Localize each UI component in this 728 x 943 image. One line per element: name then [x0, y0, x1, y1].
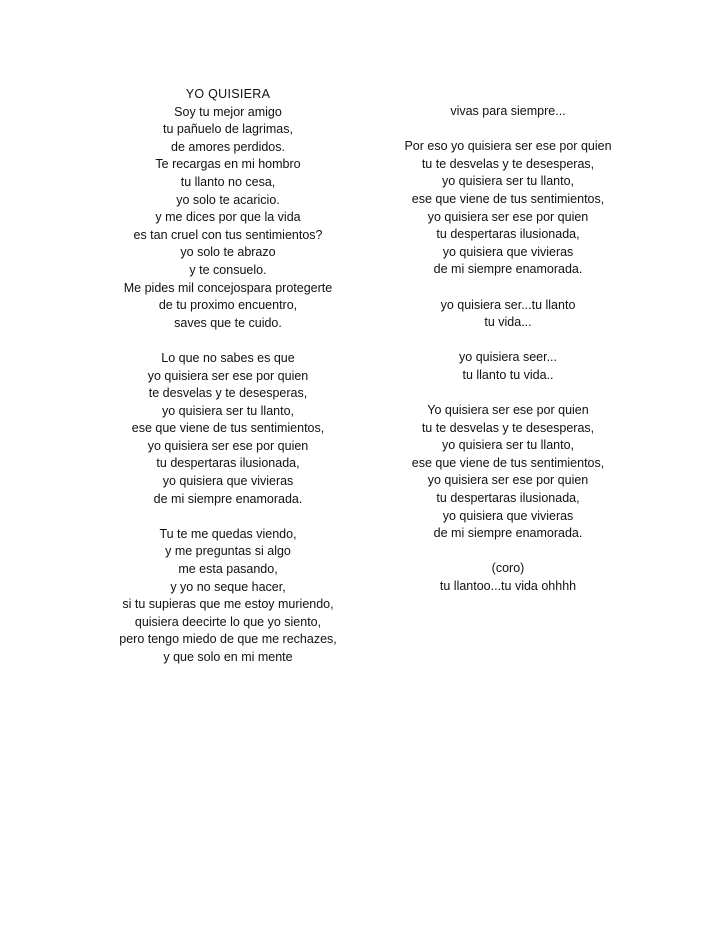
- right-lyric-line: tu te desvelas y te desesperas,: [421, 420, 595, 435]
- left-lyric-line: y me dices por que la vida: [155, 210, 301, 225]
- right-lyric-line: yo quisiera ser...tu llanto: [440, 297, 576, 312]
- right-lyric-line: yo quisiera ser ese por quien: [427, 473, 589, 488]
- left-lyric-line: Lo que no sabes es que: [161, 350, 295, 365]
- right-lyric-line: Por eso yo quisiera ser ese por quien: [404, 139, 612, 154]
- right-lyric-line: [385, 332, 631, 350]
- right-lyric-line: de mi siempre enamorada.: [433, 526, 583, 541]
- right-lyrics-column: [385, 103, 631, 596]
- right-lyric-line: ese que viene de tus sentimientos,: [411, 191, 605, 206]
- left-lyric-line: yo solo te abrazo: [180, 245, 276, 260]
- right-lyric-line: [385, 121, 631, 139]
- right-lyric-line: tu llanto tu vida..: [462, 367, 554, 382]
- right-lyric-line: de mi siempre enamorada.: [433, 262, 583, 277]
- left-lyric-line: yo quisiera ser ese por quien: [147, 368, 309, 383]
- song-title: YO QUISIERA: [185, 87, 271, 101]
- left-lyric-line: yo quisiera que vivieras: [162, 474, 294, 489]
- left-lyric-line: [105, 508, 351, 526]
- left-lyric-line: yo quisiera ser tu llanto,: [161, 403, 294, 418]
- left-lyric-line: Soy tu mejor amigo: [174, 104, 282, 119]
- right-lyric-line: ese que viene de tus sentimientos,: [411, 455, 605, 470]
- left-lyric-line: yo quisiera ser ese por quien: [147, 438, 309, 453]
- left-lyric-line: saves que te cuido.: [174, 315, 282, 330]
- left-lyric-line: tu pañuelo de lagrimas,: [163, 122, 293, 137]
- right-lyric-line: (coro): [491, 561, 525, 576]
- left-lyric-line: yo solo te acaricio.: [176, 192, 280, 207]
- right-lyric-line: vivas para siempre...: [450, 104, 566, 118]
- left-lyric-line: de tu proximo encuentro,: [158, 298, 298, 313]
- left-lyric-line: de mi siempre enamorada.: [153, 491, 303, 506]
- left-lyric-line: tu llanto no cesa,: [180, 174, 276, 189]
- right-lyric-line: [385, 279, 631, 297]
- left-lyric-line: tu despertaras ilusionada,: [156, 456, 300, 471]
- left-lyric-line: es tan cruel con tus sentimientos?: [133, 227, 323, 242]
- left-lyric-line: y te consuelo.: [189, 262, 267, 277]
- left-lyric-line: de amores perdidos.: [171, 139, 285, 154]
- left-lyric-line: ese que viene de tus sentimientos,: [131, 421, 325, 436]
- left-lyric-line: Me pides mil concejospara protegerte: [123, 280, 333, 295]
- right-lyric-line: yo quisiera que vivieras: [442, 244, 574, 259]
- right-lyric-line: yo quisiera seer...: [459, 350, 557, 365]
- right-lyric-line: tu llantoo...tu vida ohhhh: [439, 579, 577, 594]
- left-lyric-line: quisiera deecirte lo que yo siento,: [134, 614, 322, 629]
- left-lyrics-column: [105, 86, 351, 667]
- right-lyric-line: yo quisiera que vivieras: [442, 508, 574, 523]
- left-lyric-line: y me preguntas si algo: [165, 544, 291, 559]
- right-lyric-line: tu te desvelas y te desesperas,: [421, 156, 595, 171]
- right-lyric-line: yo quisiera ser ese por quien: [427, 209, 589, 224]
- right-lyric-line: yo quisiera ser tu llanto,: [441, 438, 574, 453]
- right-lyric-line: tu despertaras ilusionada,: [436, 227, 580, 242]
- left-lyric-line: y que solo en mi mente: [163, 650, 293, 664]
- right-lyric-line: [385, 385, 631, 403]
- left-lyric-line: Tu te me quedas viendo,: [159, 526, 297, 541]
- left-lyric-line: pero tengo miedo de que me rechazes,: [119, 632, 337, 647]
- right-lyric-line: tu vida...: [484, 315, 532, 330]
- right-lyric-line: [385, 543, 631, 561]
- left-lyric-line: si tu supieras que me estoy muriendo,: [122, 597, 334, 612]
- left-lyric-line: [105, 332, 351, 350]
- right-lyric-line: tu despertaras ilusionada,: [436, 491, 580, 506]
- left-lyric-line: Te recargas en mi hombro: [155, 157, 301, 172]
- left-lyric-line: y yo no seque hacer,: [170, 579, 286, 594]
- left-lyric-line: me esta pasando,: [178, 562, 278, 577]
- left-lyric-line: te desvelas y te desesperas,: [148, 386, 308, 401]
- right-lyric-line: yo quisiera ser tu llanto,: [441, 174, 574, 189]
- right-lyric-line: Yo quisiera ser ese por quien: [427, 403, 589, 418]
